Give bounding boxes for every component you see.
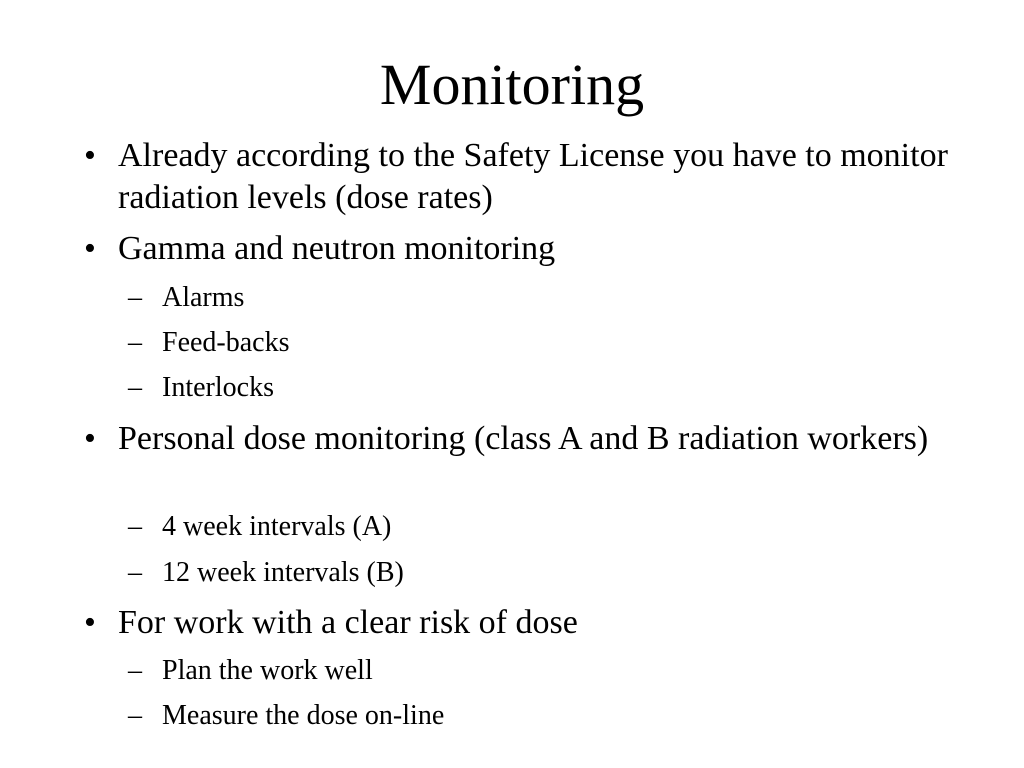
sub-item-interlocks [128,371,948,405]
sub-item-text: Alarms [162,282,245,313]
dash-icon: – [128,511,142,542]
dash-icon: – [128,372,142,403]
sub-item-4-week [128,510,948,544]
dash-icon: – [128,282,142,313]
bullet-text: Gamma and neutron monitoring [118,230,556,267]
dash-icon: – [128,655,142,686]
sub-item-text: Plan the work well [162,655,373,686]
bullet-icon: • [84,420,96,457]
sub-item-text: 12 week intervals (B) [162,557,404,588]
sub-item-text: Interlocks [162,372,274,403]
bullet-item-clear-risk [84,602,954,644]
bullet-icon: • [84,230,96,267]
sub-item-text: Measure the dose on-line [162,700,445,731]
bullet-item-gamma-neutron [84,228,954,270]
sub-item-alarms [128,281,948,315]
sub-item-feed-backs [128,326,948,360]
sub-item-measure-dose [128,699,948,733]
slide-title: Monitoring [379,52,645,117]
bullet-icon: • [84,137,96,174]
sub-item-12-week [128,556,948,590]
bullet-text: Personal dose monitoring (class A and B radiation workers) [118,420,929,457]
bullet-text: For work with a clear risk of dose [118,604,578,641]
bullet-item-personal-dose [84,418,954,460]
sub-item-text: Feed-backs [162,327,290,358]
sub-item-text: 4 week intervals (A) [162,511,392,542]
bullet-text: Already according to the Safety License you have to monitor radiation levels (dose rates) [118,137,948,216]
dash-icon: – [128,700,142,731]
dash-icon: – [128,327,142,358]
dash-icon: – [128,557,142,588]
sub-item-plan-work [128,654,948,688]
bullet-icon: • [84,604,96,641]
bullet-item-safety-license [84,135,954,219]
